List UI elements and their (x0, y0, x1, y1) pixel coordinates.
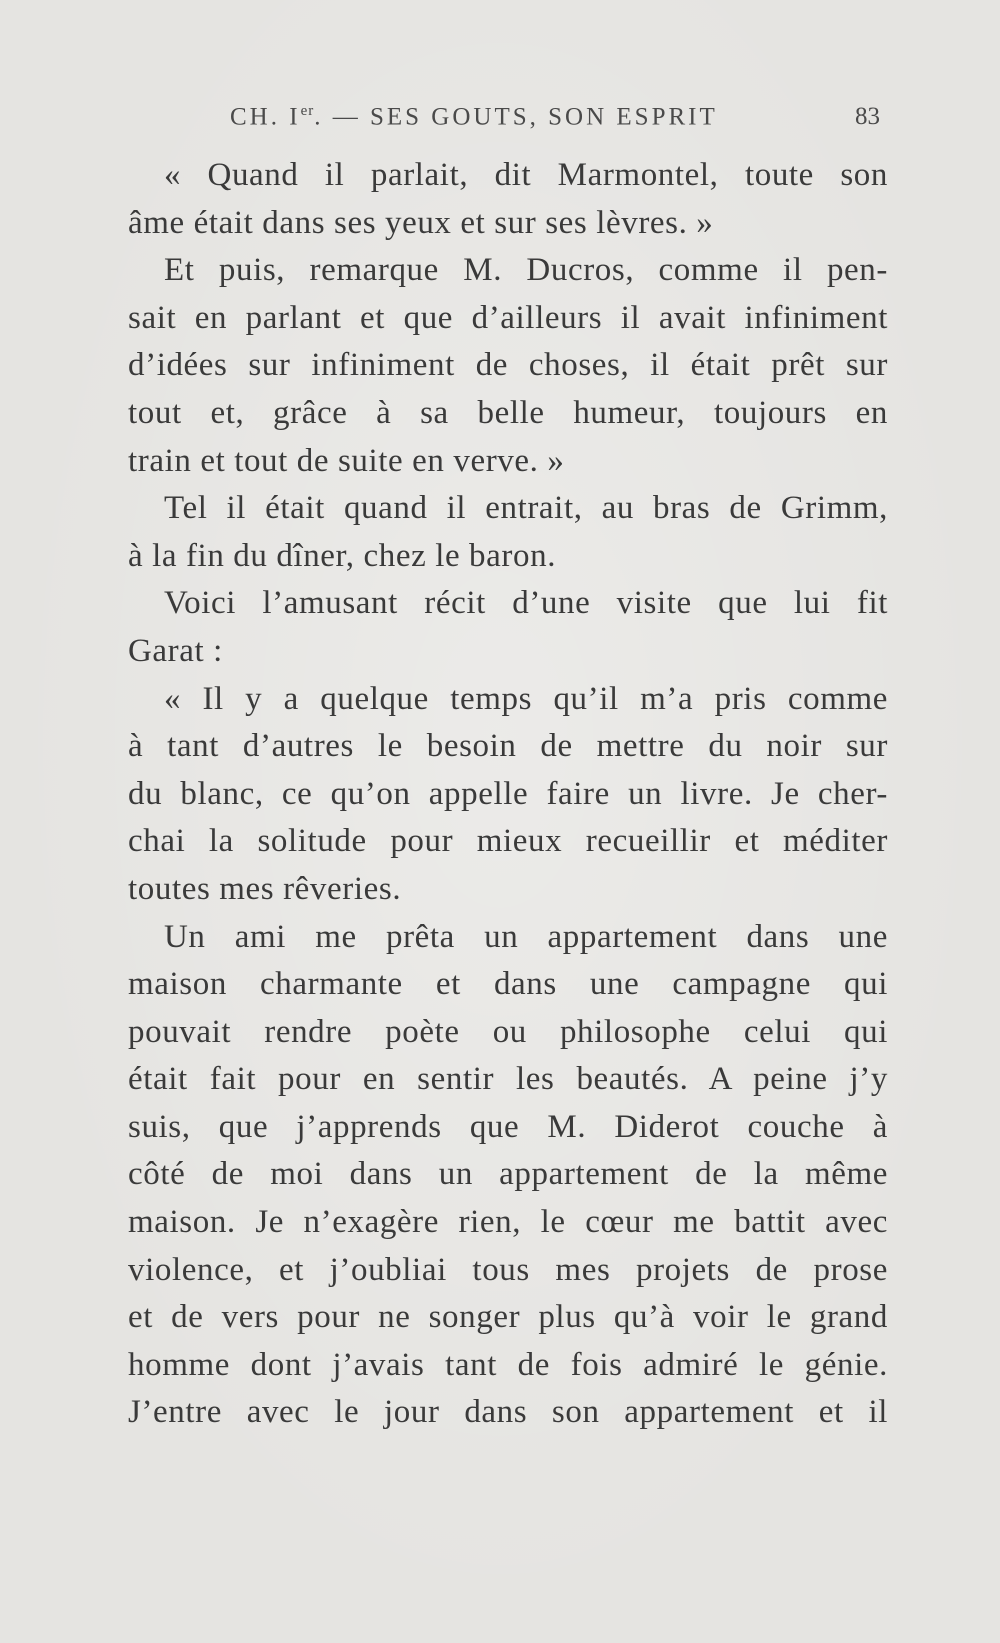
text-line: Un ami me prêta un appartement dans une (164, 918, 888, 955)
text-line: suis, que j’apprends que M. Diderot couche à (128, 1108, 888, 1145)
text-line: violence, et j’oubliai tous mes projets de prose (128, 1251, 888, 1288)
text-line: tout et, grâce à sa belle humeur, toujours en (128, 394, 888, 431)
body-text (128, 152, 888, 1437)
text-line: côté de moi dans un appartement de la même (128, 1156, 888, 1193)
text-line: maison charmante et dans une campagne qui (128, 966, 888, 1003)
text-line: Voici l’amusant récit d’une visite que lui fit (164, 585, 888, 622)
text-line: maison. Je n’exagère rien, le cœur me battit avec (128, 1204, 888, 1241)
page-number: 83 (855, 103, 880, 130)
text-line: et de vers pour ne songer plus qu’à voir le grand (128, 1299, 888, 1336)
text-line: à la fin du dîner, chez le baron. (128, 537, 557, 574)
text-line: Garat : (128, 632, 223, 669)
text-line: toutes mes rêveries. (128, 870, 402, 907)
text-line: Et puis, remarque M. Ducros, comme il pen- (164, 252, 888, 289)
running-head (230, 103, 880, 139)
text-line: du blanc, ce qu’on appelle faire un livre. Je cher- (128, 775, 888, 812)
text-line: pouvait rendre poète ou philosophe celui qui (128, 1013, 888, 1050)
text-line: chai la solitude pour mieux recueillir et méditer (128, 823, 888, 860)
text-line: Tel il était quand il entrait, au bras de Grimm, (164, 490, 888, 527)
section-title: . — SES GOUTS, SON ESPRIT (314, 103, 718, 131)
chapter-label: CH. I (230, 103, 301, 131)
text-line: J’entre avec le jour dans son appartement et il (128, 1394, 888, 1431)
running-head-title (230, 103, 718, 131)
text-line: était fait pour en sentir les beautés. A peine j’y (128, 1061, 888, 1098)
text-line: âme était dans ses yeux et sur ses lèvres. » (128, 204, 714, 241)
chapter-ordinal-superscript: er (300, 103, 315, 119)
text-line: à tant d’autres le besoin de mettre du noir sur (128, 728, 888, 765)
text-line: train et tout de suite en verve. » (128, 442, 565, 479)
text-line: « Il y a quelque temps qu’il m’a pris comme (164, 680, 888, 717)
text-line: homme dont j’avais tant de fois admiré le génie. (128, 1346, 888, 1383)
text-line: « Quand il parlait, dit Marmontel, toute son (164, 157, 888, 193)
text-line: sait en parlant et que d’ailleurs il avait infiniment (128, 299, 888, 336)
text-line: d’idées sur infiniment de choses, il était prêt sur (128, 347, 888, 384)
